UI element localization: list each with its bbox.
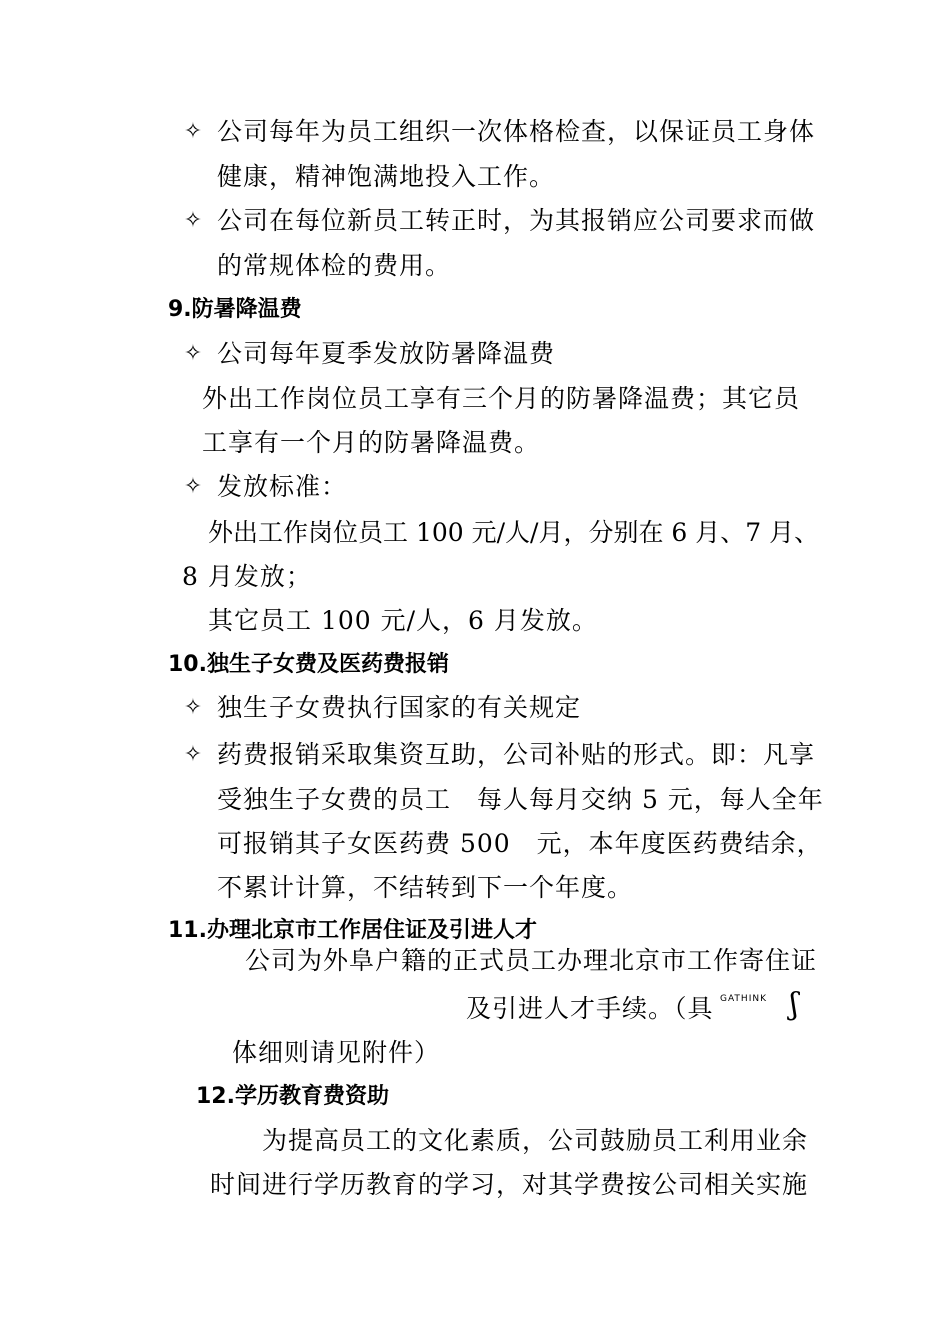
section9-bullet1: 公司每年夏季发放防暑降温费	[217, 339, 556, 368]
gathink-logo: GATHINK	[720, 994, 767, 1004]
section9-para2-line1: 外出工作岗位员工 100 元/人/月，分别在 6 月、7 月、	[208, 518, 820, 547]
section10-bullet2-line4: 不累计计算，不结转到下一个年度。	[217, 873, 634, 902]
section9-para3: 其它员工 100 元/人，6 月发放。	[208, 606, 598, 635]
section10-bullet2-line3: 可报销其子女医药费 500 元，本年度医药费结余，	[217, 829, 823, 858]
bullet-icon: ✧	[183, 208, 203, 233]
section12-para-line2: 时间进行学历教育的学习，对其学费按公司相关实施	[210, 1170, 809, 1199]
section9-bullet2: 发放标准：	[217, 472, 348, 501]
gathink-logo-swirl-icon: ʃ	[790, 987, 799, 1022]
health-bullet2-line2: 的常规体检的费用。	[217, 251, 452, 280]
section10-bullet2-line2: 受独生子女费的员工 每人每月交纳 5 元，每人全年	[217, 785, 824, 814]
bullet-icon: ✧	[183, 341, 203, 366]
section9-para2-line2: 8 月发放；	[182, 562, 312, 591]
health-bullet1-line1: 公司每年为员工组织一次体格检查，以保证员工身体	[217, 117, 816, 146]
section10-bullet1: 独生子女费执行国家的有关规定	[217, 693, 582, 722]
section9-para1-line1: 外出工作岗位员工享有三个月的防暑降温费；其它员	[202, 384, 801, 413]
bullet-icon: ✧	[183, 474, 203, 499]
section12-heading: 12.学历教育费资助	[196, 1084, 389, 1109]
section12-para-line1: 为提高员工的文化素质，公司鼓励员工利用业余	[262, 1126, 809, 1155]
section10-bullet2-line1: 药费报销采取集资互助，公司补贴的形式。即：凡享	[217, 740, 816, 769]
section9-para1-line2: 工享有一个月的防暑降温费。	[202, 428, 541, 457]
section9-heading: 9.防暑降温费	[168, 297, 302, 322]
section10-heading: 10.独生子女费及医药费报销	[168, 652, 449, 677]
bullet-icon: ✧	[183, 695, 203, 720]
bullet-icon: ✧	[183, 119, 203, 144]
section11-para-line2: 及引进人才手续。（具	[466, 994, 714, 1023]
health-bullet1-line2: 健康，精神饱满地投入工作。	[217, 162, 556, 191]
section11-para-line3: 体细则请见附件）	[232, 1038, 441, 1067]
section11-heading: 11.办理北京市工作居住证及引进人才	[168, 918, 537, 943]
health-bullet2-line1: 公司在每位新员工转正时，为其报销应公司要求而做	[217, 206, 816, 235]
bullet-icon: ✧	[183, 742, 203, 767]
section11-para-line1: 公司为外阜户籍的正式员工办理北京市工作寄住证	[245, 946, 818, 975]
